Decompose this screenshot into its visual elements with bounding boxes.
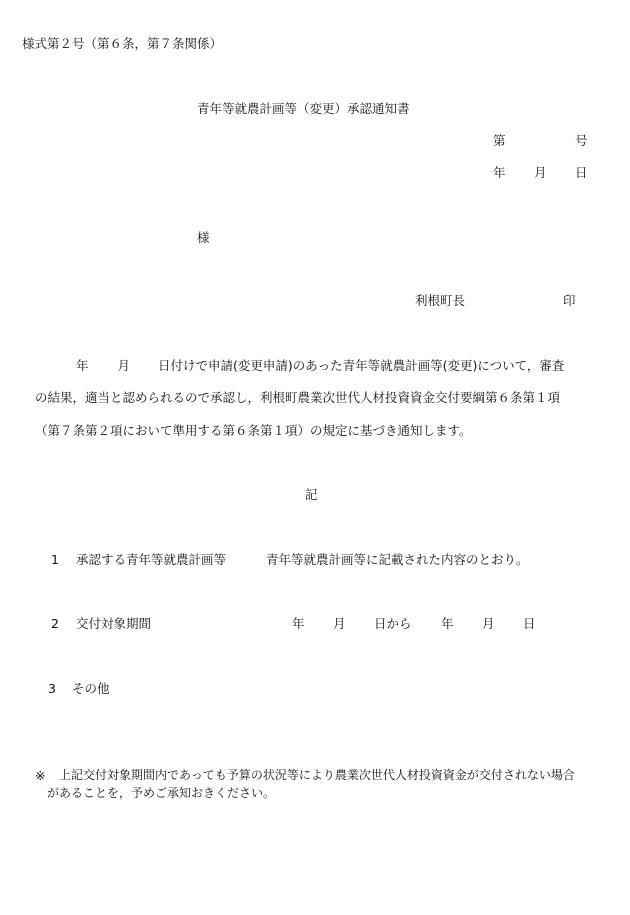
doc-number-prefix: 第 <box>493 133 506 148</box>
item-2-day-from: 日から <box>374 616 412 631</box>
footnote-line-1: 上記交付対象期間内であっても予算の状況等により農業次世代人材投資資金が交付されない場合 <box>59 768 575 782</box>
date-month: 月 <box>534 165 547 180</box>
body-line-1 <box>76 358 564 373</box>
item-1-label: 承認する青年等就農計画等 <box>76 552 227 567</box>
body-line-3: （第７条第２項において準用する第６条第１項）の規定に基づき通知します。 <box>35 423 472 438</box>
item-1-value: 青年等就農計画等に記載された内容のとおり。 <box>266 552 529 567</box>
form-label: 様式第２号（第６条，第７条関係） <box>22 36 223 51</box>
item-3-number: 3 <box>48 681 56 696</box>
item-3-label: その他 <box>72 681 110 696</box>
issuer-seal: 印 <box>563 293 576 308</box>
addressee-suffix: 様 <box>197 230 210 245</box>
footnote-mark: ※ <box>35 768 46 783</box>
body-line-1-text: 日付けで申請(変更申請)のあった青年等就農計画等(変更)について，審査 <box>158 358 565 373</box>
item-2-day-to: 日 <box>523 616 536 631</box>
date-year: 年 <box>493 165 506 180</box>
body-year: 年 <box>76 358 89 373</box>
item-2-year-to: 年 <box>441 616 454 631</box>
body-month: 月 <box>117 358 131 373</box>
item-2-year-from: 年 <box>292 616 305 631</box>
issuer-name: 利根町長 <box>415 293 466 308</box>
date-day: 日 <box>575 165 588 180</box>
doc-number-suffix: 号 <box>575 133 588 148</box>
item-2-month-to: 月 <box>482 616 495 631</box>
item-2-month-from: 月 <box>333 616 346 631</box>
body-line-2: の結果，適当と認められるので承認し，利根町農業次世代人材投資資金交付要綱第６条第１項 <box>35 390 561 405</box>
item-2-label: 交付対象期間 <box>76 616 152 631</box>
ki-heading: 記 <box>305 487 318 502</box>
item-2-number: 2 <box>51 616 59 631</box>
document-title: 青年等就農計画等（変更）承認通知書 <box>197 101 410 116</box>
footnote-line-2: があることを，予めご承知おきください。 <box>47 786 276 800</box>
item-1-number: 1 <box>51 552 59 567</box>
